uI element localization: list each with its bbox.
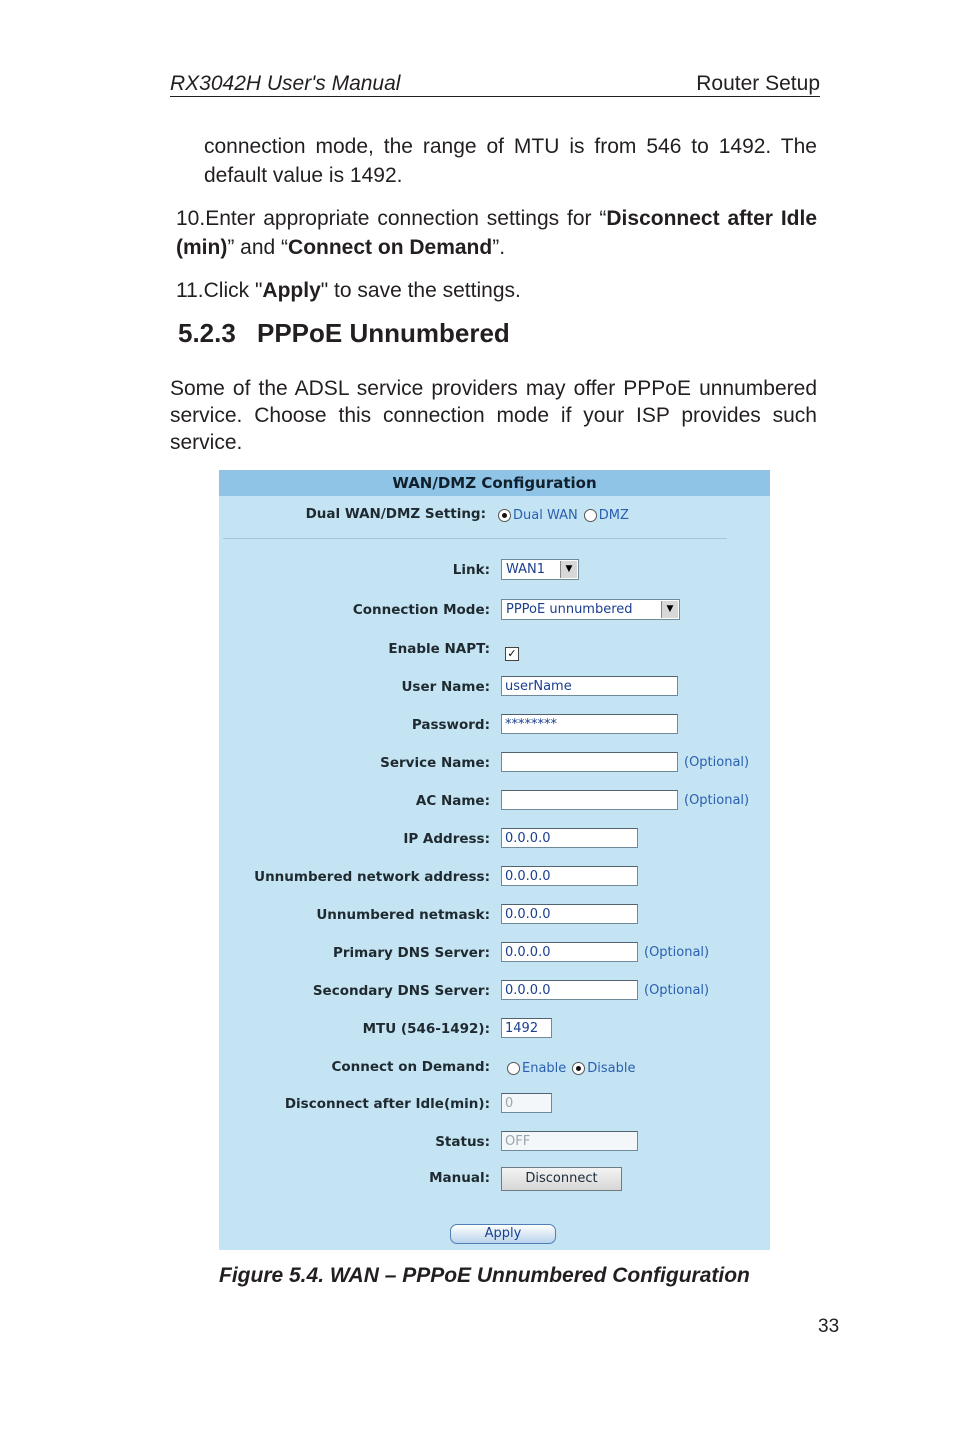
chapter-title: Router Setup <box>696 72 820 95</box>
connection-mode-value: PPPoE unnumbered <box>506 602 633 617</box>
ip-address-label: IP Address: <box>403 831 490 847</box>
step-10-mid: ” and “ <box>227 236 289 259</box>
password-label: Password: <box>411 717 490 733</box>
napt-label: Enable NAPT: <box>388 641 490 657</box>
connect-on-demand-radios <box>507 1058 642 1077</box>
disable-radio-label: Disable <box>587 1061 636 1076</box>
chevron-down-icon: ▼ <box>661 601 678 618</box>
row-connect-on-demand <box>219 1056 770 1082</box>
step-10-bold-1: Disconnect after Idle (min) <box>176 207 817 259</box>
dual-wan-radios <box>498 505 635 524</box>
secondary-dns-control <box>501 980 709 1002</box>
step-11-bold: Apply <box>262 279 321 302</box>
napt-control <box>505 642 519 661</box>
service-name-label: Service Name: <box>380 755 490 771</box>
chevron-down-icon: ▼ <box>560 561 577 578</box>
link-label: Link: <box>452 562 490 578</box>
link-control <box>501 559 579 580</box>
unnumbered-netmask-label: Unnumbered netmask: <box>316 907 490 923</box>
row-connection-mode <box>219 599 770 625</box>
row-password <box>219 714 770 740</box>
unnumbered-network-control <box>501 866 638 886</box>
page-header <box>170 72 820 97</box>
disable-radio[interactable] <box>572 1062 585 1075</box>
mtu-control <box>501 1018 552 1038</box>
step-10-suffix: ”. <box>492 236 506 259</box>
row-unnumbered-netmask <box>219 904 770 930</box>
ac-name-label: AC Name: <box>415 793 490 809</box>
optional-hint: (Optional) <box>684 793 750 808</box>
ac-name-control <box>501 790 749 812</box>
dmz-radio-label: DMZ <box>598 508 629 523</box>
password-control <box>501 714 678 734</box>
link-select[interactable] <box>501 559 579 580</box>
primary-dns-input[interactable]: 0.0.0.0 <box>501 942 638 962</box>
mtu-input[interactable]: 1492 <box>501 1018 552 1038</box>
manual-title: RX3042H User's Manual <box>170 72 401 95</box>
username-label: User Name: <box>401 679 490 695</box>
unnumbered-netmask-input[interactable]: 0.0.0.0 <box>501 904 638 924</box>
napt-checkbox[interactable]: ✓ <box>505 647 519 661</box>
step-11-suffix: " to save the settings. <box>320 279 521 302</box>
enable-radio[interactable] <box>507 1062 520 1075</box>
status-field: OFF <box>501 1131 638 1151</box>
connect-on-demand-label: Connect on Demand: <box>331 1059 490 1075</box>
optional-hint: (Optional) <box>684 755 750 770</box>
service-name-input[interactable] <box>501 752 678 772</box>
row-service-name <box>219 752 770 778</box>
row-status <box>219 1131 770 1157</box>
optional-hint: (Optional) <box>644 983 710 998</box>
primary-dns-label: Primary DNS Server: <box>333 945 490 961</box>
idle-label: Disconnect after Idle(min): <box>284 1096 490 1112</box>
status-label: Status: <box>435 1134 490 1150</box>
row-manual <box>219 1167 770 1193</box>
section-title: PPPoE Unnumbered <box>257 318 510 348</box>
enable-radio-label: Enable <box>522 1061 567 1076</box>
row-ac-name <box>219 790 770 816</box>
step-10-prefix: 10.Enter appropriate connection settings for “ <box>176 207 607 230</box>
idle-input[interactable]: 0 <box>501 1093 552 1113</box>
ac-name-input[interactable] <box>501 790 678 810</box>
mtu-label: MTU (546-1492): <box>362 1021 490 1037</box>
wan-dmz-config-panel <box>219 470 770 1250</box>
username-control <box>501 676 678 696</box>
panel-title: WAN/DMZ Configuration <box>219 470 770 496</box>
connection-mode-select[interactable] <box>501 599 680 620</box>
row-primary-dns <box>219 942 770 968</box>
secondary-dns-label: Secondary DNS Server: <box>312 983 490 999</box>
row-mtu <box>219 1018 770 1044</box>
manual-label: Manual: <box>429 1170 490 1186</box>
step-10 <box>176 204 817 262</box>
figure-caption: Figure 5.4. WAN – PPPoE Unnumbered Configuration <box>219 1264 750 1287</box>
ip-address-control <box>501 828 638 848</box>
section-heading <box>178 318 510 349</box>
page-number: 33 <box>818 1316 840 1337</box>
ip-address-input[interactable]: 0.0.0.0 <box>501 828 638 848</box>
paragraph-intro: Some of the ADSL service providers may offer PPPoE unnumbered service. Choose this connection mode if your ISP provides such service. <box>170 377 817 454</box>
idle-control <box>501 1093 552 1113</box>
unnumbered-network-label: Unnumbered network address: <box>254 869 490 885</box>
unnumbered-netmask-control <box>501 904 638 924</box>
connection-mode-label: Connection Mode: <box>352 602 490 618</box>
status-control <box>501 1131 638 1151</box>
step-11-prefix: 11.Click " <box>176 279 263 302</box>
row-idle <box>219 1093 770 1119</box>
row-secondary-dns <box>219 980 770 1006</box>
password-input[interactable]: ******** <box>501 714 678 734</box>
username-input[interactable]: userName <box>501 676 678 696</box>
connection-mode-control <box>501 599 680 620</box>
row-ip-address <box>219 828 770 854</box>
paragraph-mtu: connection mode, the range of MTU is from 546 to 1492. The default value is 1492. <box>204 135 817 187</box>
row-link <box>219 559 770 585</box>
row-napt <box>219 638 770 664</box>
dmz-radio[interactable] <box>584 509 597 522</box>
panel-divider <box>223 538 727 539</box>
step-10-bold-2: Connect on Demand <box>288 236 493 259</box>
dual-wan-label: Dual WAN/DMZ Setting: <box>305 506 486 522</box>
primary-dns-control <box>501 942 709 964</box>
service-name-control <box>501 752 749 774</box>
disconnect-button[interactable]: Disconnect <box>501 1167 622 1191</box>
dual-wan-radio[interactable] <box>498 509 511 522</box>
secondary-dns-input[interactable]: 0.0.0.0 <box>501 980 638 1000</box>
step-11 <box>176 276 817 305</box>
manual-control <box>501 1167 622 1191</box>
dual-wan-radio-label: Dual WAN <box>513 508 578 523</box>
section-number: 5.2.3 <box>178 318 236 348</box>
row-unnumbered-network <box>219 866 770 892</box>
link-select-value: WAN1 <box>506 562 546 577</box>
optional-hint: (Optional) <box>644 945 710 960</box>
unnumbered-network-input[interactable]: 0.0.0.0 <box>501 866 638 886</box>
apply-button[interactable]: Apply <box>450 1224 556 1244</box>
row-dual-wan <box>219 503 770 529</box>
row-username <box>219 676 770 702</box>
